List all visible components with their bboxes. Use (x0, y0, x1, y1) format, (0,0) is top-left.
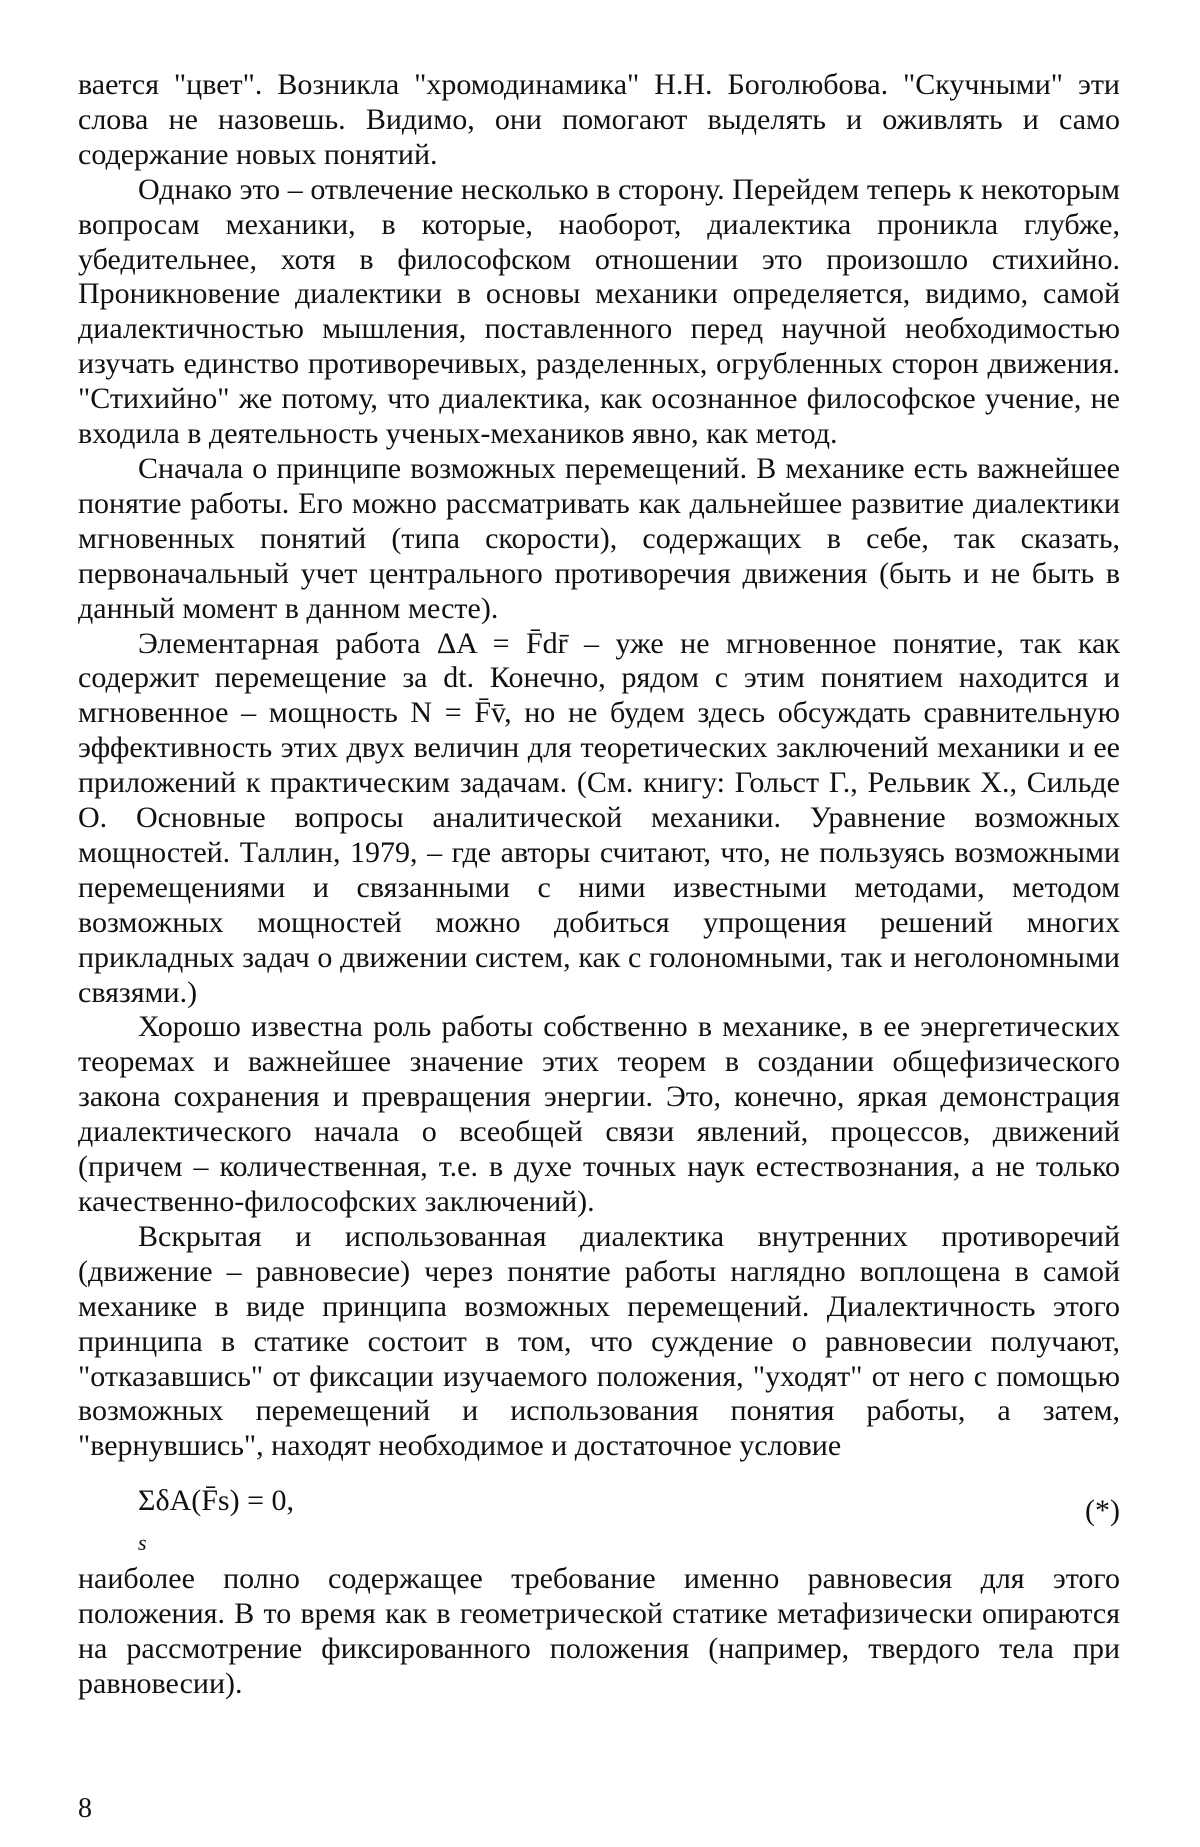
paragraph-1: вается "цвет". Возникла "хромодинамика" Н.Н. Боголюбова. "Скучными" эти слова не назовешь. Видимо, они помогают выделять и оживлять и само содержание новых понятий. (78, 68, 1120, 171)
formula-text: ΣδA(F̄s) = 0, (138, 1484, 295, 1518)
paragraph-3: Сначала о принципе возможных перемещений. В механике есть важнейшее понятие работы. Его можно рассматривать как дальнейшее развитие диалектики мгновенных понятий (типа скорости), содержащих в себе, так сказать, первоначальный учет центрального противоречия движения (быть и не быть в данный момент в данном месте). (78, 451, 1120, 625)
closing-paragraph: наиболее полно содержащее требование именно равновесия для этого положения. В то время как в геометрической статике метафизически опираются на рассмотрение фиксированного положения (например, твердого тела при равновесии). (78, 1562, 1120, 1700)
equation-label: (*) (1085, 1494, 1120, 1528)
paragraph-2: Однако это – отвлечение несколько в сторону. Перейдем теперь к некоторым вопросам механики, в которые, наоборот, диалектика проникла глубже, убедительнее, хотя в философском отношении это произошло стихийно. Проникновение диалектики в основы механики определяется, видимо, самой диалектичностью мышления, поставленного перед научной необходимостью изучать единство противоречивых, разделенных, огрубленных сторон движения. "Стихийно" же потому, что диалектика, как осознанное философское учение, не входила в деятельность ученых-механиков явно, как метод. (78, 172, 1120, 451)
formula-row (78, 1464, 1120, 1562)
paragraph-4: Элементарная работа ΔA = F̄dr̄ – уже не мгновенное понятие, так как содержит перемещение за dt. Конечно, рядом с этим понятием находится и мгновенное – мощность N = F̄v̄, но не будем здесь обсуждать сравнительную эффективность этих двух величин для теоретических заключений механики и ее приложений к практическим задачам. (См. книгу: Гольст Г., Рельвик Х., Сильде О. Основные вопросы аналитической механики. Уравнение возможных мощностей. Таллин, 1979, – где авторы считают, что, не пользуясь возможными перемещениями и связанными с ними известными методами, методом возможных мощностей можно добиться упрощения решений многих прикладных задач о движении систем, как с голономными, так и неголономными связями.) (78, 626, 1120, 1009)
equilibrium-formula (138, 1484, 295, 1556)
formula-summation-index: s (138, 1530, 147, 1556)
body-text (78, 68, 1120, 1702)
page-number: 8 (78, 1793, 92, 1824)
paragraph-6: Вскрытая и использованная диалектика внутренних противоречий (движение – равновесие) через понятие работы наглядно воплощена в самой механике в виде принципа возможных перемещений. Диалектичность этого принципа в статике состоит в том, что суждение о равновесии получают, "отказавшись" от фиксации изучаемого положения, "уходят" от него с помощью возможных перемещений и использования понятия работы, а затем, "вернувшись", находят необходимое и достаточное условие (78, 1219, 1120, 1463)
paragraph-5: Хорошо известна роль работы собственно в механике, в ее энергетических теоремах и важнейшее значение этих теорем в создании общефизического закона сохранения и превращения энергии. Это, конечно, яркая демонстрация диалектического начала о всеобщей связи явлений, процессов, движений (причем – количественная, т.е. в духе точных наук естествознания, а не только качественно-философских заключений). (78, 1010, 1120, 1218)
